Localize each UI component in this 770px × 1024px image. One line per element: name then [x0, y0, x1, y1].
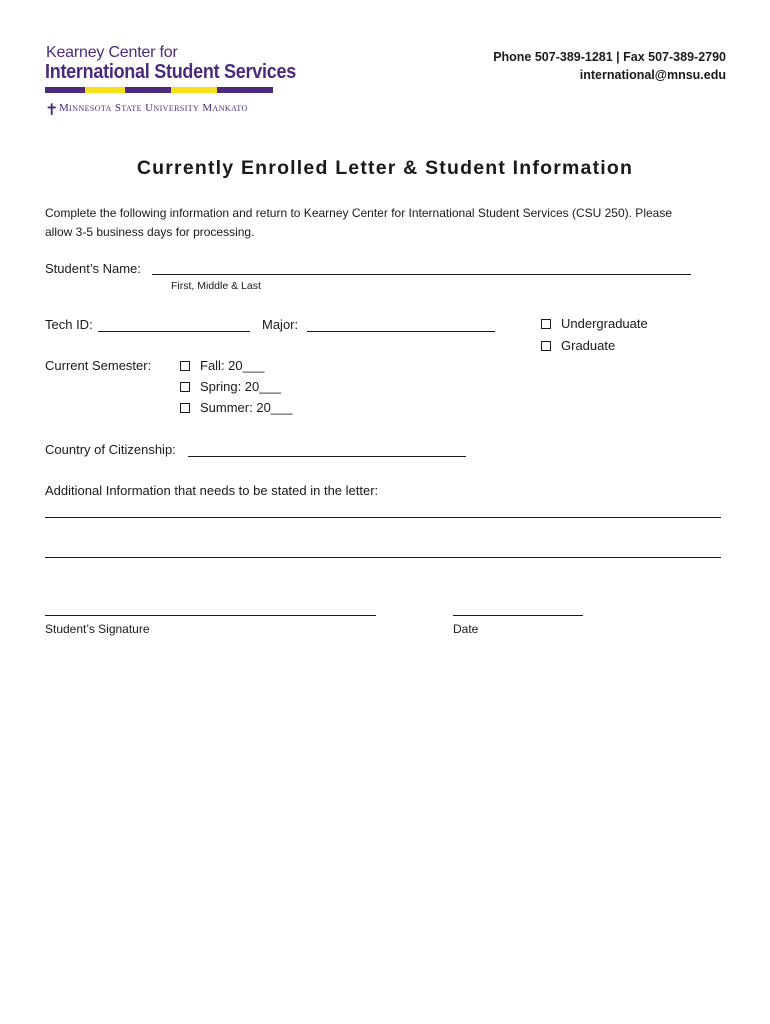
major-label: Major: — [262, 317, 299, 332]
logo-bar-purple-3 — [217, 87, 273, 93]
graduate-checkbox[interactable] — [541, 341, 551, 351]
undergraduate-option[interactable] — [541, 316, 648, 331]
fall-label: Fall: 20___ — [200, 358, 265, 373]
signature-label: Student’s Signature — [45, 622, 150, 636]
page-title: Currently Enrolled Letter & Student Information — [136, 157, 634, 179]
logo-line-1: Kearney Center for — [46, 44, 178, 61]
logo-line-2: International Student Services — [45, 61, 296, 83]
summer-option[interactable] — [180, 400, 293, 415]
university-name: Minnesota State University Mankato — [59, 102, 248, 114]
tech-id-label: Tech ID: — [45, 317, 93, 332]
spring-checkbox[interactable] — [180, 382, 190, 392]
additional-info-line-2[interactable] — [45, 557, 721, 558]
signature-field[interactable] — [45, 615, 376, 616]
fall-checkbox[interactable] — [180, 361, 190, 371]
logo-bar-gold-1 — [85, 87, 125, 93]
student-name-field[interactable] — [152, 274, 691, 275]
logo-bar-purple-2 — [125, 87, 171, 93]
date-field[interactable] — [453, 615, 583, 616]
summer-checkbox[interactable] — [180, 403, 190, 413]
logo-color-bar — [45, 87, 273, 93]
spring-label: Spring: 20___ — [200, 379, 281, 394]
instructions-line-1: Complete the following information and return to Kearney Center for International Student Services (CSU 250). Please — [45, 206, 672, 220]
semester-label: Current Semester: — [45, 358, 152, 373]
contact-info — [493, 48, 726, 84]
phone-fax: Phone 507-389-1281 | Fax 507-389-2790 — [493, 50, 726, 64]
instructions-line-2: allow 3-5 business days for processing. — [45, 225, 255, 239]
graduate-label: Graduate — [561, 338, 616, 353]
fall-option[interactable] — [180, 358, 264, 373]
logo-bar-gold-2 — [171, 87, 217, 93]
student-name-label: Student’s Name: — [45, 261, 141, 276]
additional-info-line-1[interactable] — [45, 517, 721, 518]
spring-option[interactable] — [180, 379, 281, 394]
citizenship-field[interactable] — [188, 456, 466, 457]
additional-info-label: Additional Information that needs to be stated in the letter: — [45, 483, 379, 498]
major-field[interactable] — [307, 331, 495, 332]
undergraduate-checkbox[interactable] — [541, 319, 551, 329]
tech-id-field[interactable] — [98, 331, 250, 332]
undergraduate-label: Undergraduate — [561, 316, 648, 331]
summer-label: Summer: 20___ — [200, 400, 293, 415]
date-label: Date — [453, 622, 479, 636]
graduate-option[interactable] — [541, 338, 615, 353]
citizenship-label: Country of Citizenship: — [45, 442, 176, 457]
logo-bar-purple-1 — [45, 87, 85, 93]
university-emblem-icon: ✝ — [45, 102, 59, 119]
email: international@mnsu.edu — [579, 68, 726, 82]
student-name-hint: First, Middle & Last — [171, 280, 261, 292]
